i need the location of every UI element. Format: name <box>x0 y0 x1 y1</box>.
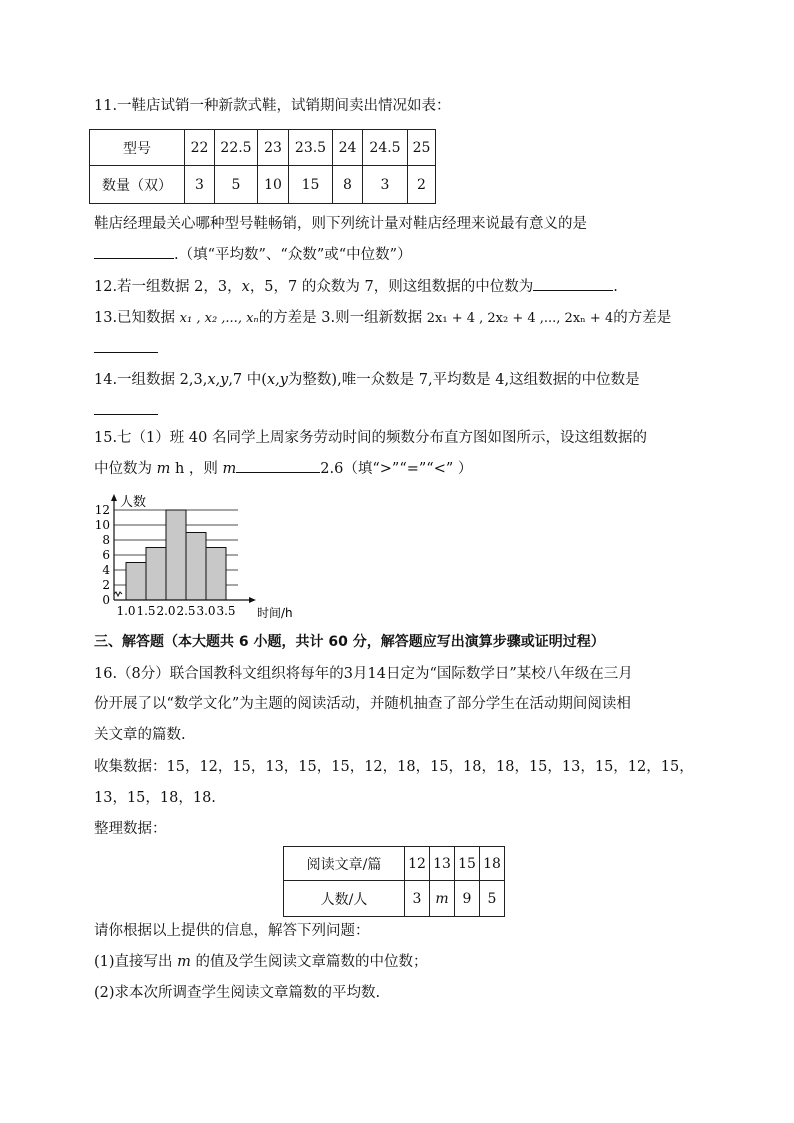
q15-line2 <box>94 458 472 479</box>
q16-part1 <box>94 952 428 972</box>
q16-organize: 整理数据： <box>94 821 167 837</box>
q16-part1-b: 的值及学生阅读文章篇数的中位数； <box>190 954 428 970</box>
x-tick-label: 2.0 <box>156 604 176 618</box>
y-axis-arrow <box>111 494 117 501</box>
q16-people-cell: 5 <box>480 881 505 917</box>
q12 <box>94 276 618 297</box>
x-tick-label: 1.0 <box>116 604 136 618</box>
q14 <box>94 370 640 390</box>
q13 <box>94 308 671 329</box>
q16-line3: 关文章的篇数. <box>94 727 186 743</box>
q16-people-cell: 3 <box>405 881 430 917</box>
histogram-bar <box>186 533 206 601</box>
q16-prompt: 请你根据以上提供的信息，解答下列问题： <box>94 923 370 939</box>
q16-line2: 份开展了以“数学文化”为主题的阅读活动，并随机抽查了部分学生在活动期间阅读相 <box>94 696 631 712</box>
q16-people-cell: m <box>430 881 455 917</box>
q16-people-cell: 9 <box>455 881 480 917</box>
q16-part1-a: (1)直接写出 <box>94 954 178 970</box>
y-tick-label: 2 <box>102 578 110 592</box>
q11-answer-line <box>94 244 412 265</box>
q11-size-cell: 23.5 <box>289 130 333 166</box>
q16-article-cell: 18 <box>480 847 505 881</box>
q15-p1: 中位数为 <box>94 461 157 477</box>
q14-p1: 14.一组数据 2,3, <box>94 372 208 388</box>
q11-size-cell: 25 <box>408 130 436 166</box>
x-tick-label: 3.5 <box>216 604 236 618</box>
q12-text: 12.若一组数据 2，3， <box>94 279 242 295</box>
histogram-ylabel: 人数 <box>120 495 147 510</box>
q11-count-cell: 10 <box>258 166 289 204</box>
histogram-bar <box>206 548 226 601</box>
q13-data-list: x₁ , x₂ ,..., xₙ <box>179 311 259 326</box>
q13-answer-line <box>94 338 158 359</box>
histogram-bar <box>126 563 146 601</box>
q16-collect-line2: 13，15，18，18. <box>94 790 216 806</box>
q12-end: . <box>613 279 618 295</box>
q15-m: m <box>156 461 171 477</box>
q12-text2: ，5，7 的众数为 7，则这组数据的中位数为 <box>249 279 534 295</box>
q16-reading-table <box>283 846 505 917</box>
q15-p2: 2.6（填“>”“=”“<” ） <box>320 461 473 477</box>
q15-answer-blank[interactable] <box>236 458 320 473</box>
q14-xy2: x,y <box>266 372 288 388</box>
q11-table-row1-label: 型号 <box>90 130 185 166</box>
y-tick-label: 4 <box>102 563 110 577</box>
q11-hint: .（填“平均数”、“众数”或“中位数”） <box>174 247 412 263</box>
q11-size-cell: 22.5 <box>215 130 258 166</box>
q11-count-cell: 3 <box>363 166 408 204</box>
section3-heading: 三、解答题（本大题共 6 小题，共计 60 分，解答题应写出演算步骤或证明过程） <box>94 634 605 650</box>
q14-p2: ,7 中( <box>228 372 267 388</box>
q11-size-cell: 24 <box>333 130 363 166</box>
q16-article-cell: 13 <box>430 847 455 881</box>
q11-shoe-table <box>89 129 436 204</box>
q16-part2: (2)求本次所调查学生阅读文章篇数的平均数. <box>94 985 381 1001</box>
q16-collect-line1: 收集数据：15，12，15，13，15，15，12，18，15，18，18，15，13，15，12，15， <box>94 759 694 775</box>
q14-p3: 为整数),唯一众数是 7,平均数是 4,这组数据的中位数是 <box>287 372 640 388</box>
q14-xy: x,y <box>207 372 229 388</box>
x-tick-label: 1.5 <box>136 604 156 618</box>
q14-answer-blank[interactable] <box>94 400 158 415</box>
q13-p3: 的方差是 <box>613 310 672 326</box>
q16-table-row1-label: 阅读文章/篇 <box>284 847 405 881</box>
q13-p1: 13.已知数据 <box>94 310 180 326</box>
q16-line1: 16.（8分）联合国教科文组织将每年的3月14日定为“国际数学日”某校八年级在三月 <box>94 666 633 682</box>
x-axis-arrow <box>249 597 256 603</box>
q13-new-data: 2x₁ + 4 , 2x₂ + 4 ,..., 2xₙ + 4 <box>426 311 614 326</box>
q11-count-cell: 8 <box>333 166 363 204</box>
q11-size-cell: 23 <box>258 130 289 166</box>
axis-break-symbol <box>114 592 122 596</box>
q12-var-x: x <box>241 279 250 295</box>
q11-answer-blank[interactable] <box>94 244 174 259</box>
histogram-xlabel: 时间/h <box>257 606 293 620</box>
q16-article-cell: 12 <box>405 847 430 881</box>
q16-part1-m: m <box>177 954 191 970</box>
q13-answer-blank[interactable] <box>94 338 158 353</box>
q11-stem: 11.一鞋店试销一种新款式鞋，试销期间卖出情况如表： <box>94 98 451 114</box>
q11-size-cell: 22 <box>185 130 215 166</box>
q15-line1: 15.七（1）班 40 名同学上周家务劳动时间的频数分布直方图如图所示，设这组数据的 <box>94 430 647 446</box>
q11-table-row2-label: 数量（双） <box>90 166 185 204</box>
y-tick-label: 0 <box>102 593 110 607</box>
x-tick-label: 3.0 <box>196 604 216 618</box>
q11-count-cell: 15 <box>289 166 333 204</box>
q11-question: 鞋店经理最关心哪种型号鞋畅销，则下列统计量对鞋店经理来说最有意义的是 <box>94 216 587 232</box>
q12-answer-blank[interactable] <box>533 276 613 291</box>
q14-answer-line <box>94 400 158 421</box>
q11-count-cell: 3 <box>185 166 215 204</box>
q16-table-row2-label: 人数/人 <box>284 881 405 917</box>
histogram-bar <box>146 548 166 601</box>
q16-article-cell: 15 <box>455 847 480 881</box>
q13-p2: 的方差是 3.则一组新数据 <box>258 310 427 326</box>
q15-m2: m <box>222 461 237 477</box>
q11-size-cell: 24.5 <box>363 130 408 166</box>
histogram-bar <box>166 510 186 600</box>
y-tick-label: 8 <box>102 533 110 547</box>
y-tick-label: 6 <box>102 548 110 562</box>
y-tick-label: 12 <box>94 503 110 517</box>
q15-histogram <box>90 490 300 622</box>
q11-count-cell: 5 <box>215 166 258 204</box>
x-tick-label: 2.5 <box>176 604 196 618</box>
q15-unit: h ，则 <box>170 461 223 477</box>
y-tick-label: 10 <box>94 518 110 532</box>
q11-count-cell: 2 <box>408 166 436 204</box>
